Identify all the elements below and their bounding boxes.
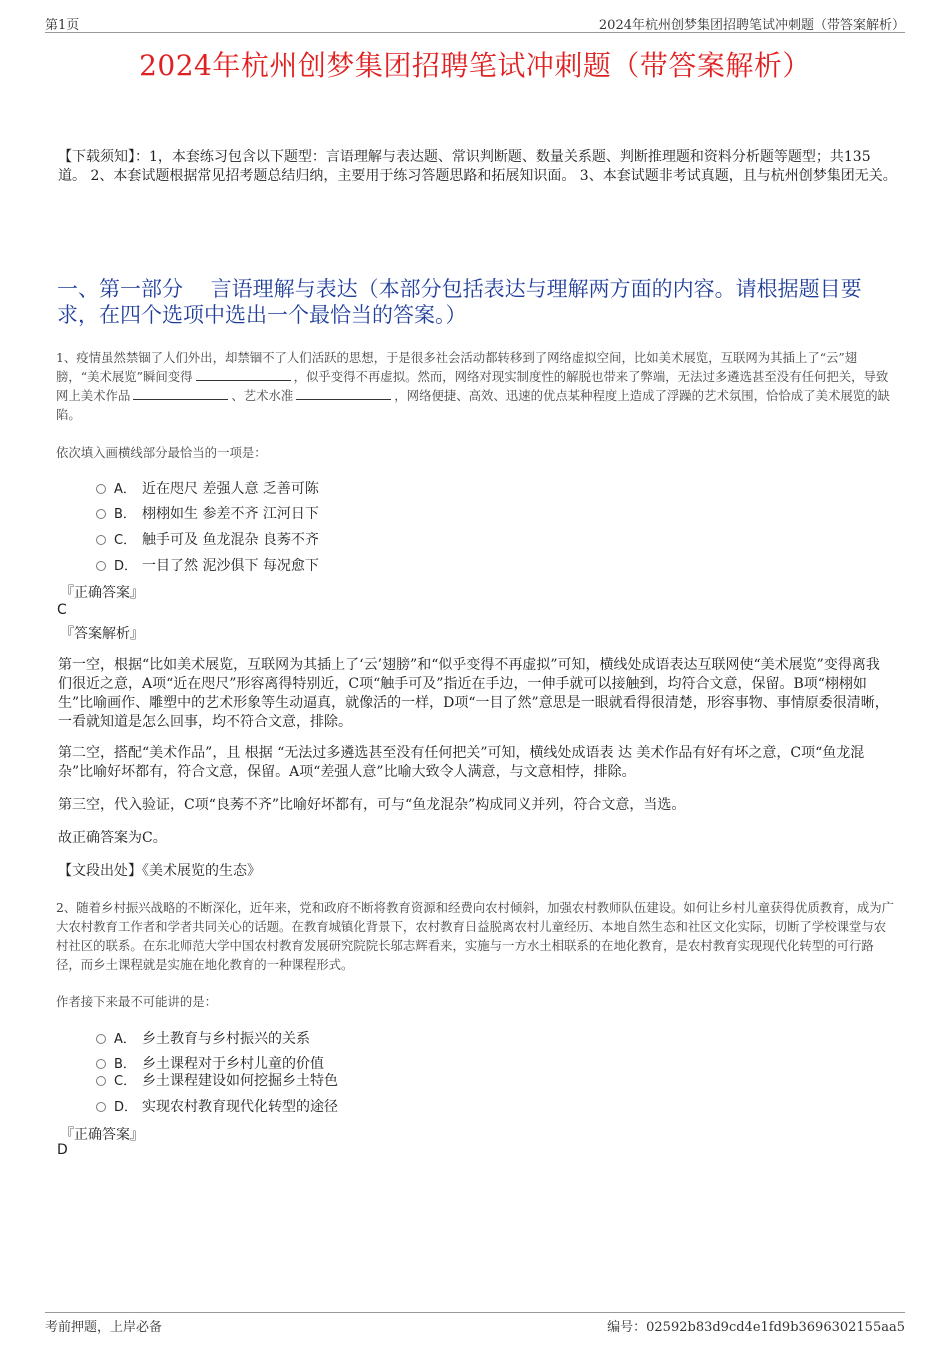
blank-line: [133, 387, 228, 400]
footer-doc-id: 编号：02592b83d9cd4e1fd9b3696302155aa5: [607, 1320, 905, 1335]
footer-slogan: 考前押题，上岸必备: [45, 1320, 163, 1335]
q2-answer: D: [57, 1142, 68, 1158]
q2-option-a[interactable]: A． 乡土教育与乡村振兴的关系: [96, 1028, 310, 1048]
radio-icon[interactable]: [96, 1076, 106, 1086]
radio-icon[interactable]: [96, 1059, 106, 1069]
q1-analysis-paragraph-2: 第二空，搭配“美术作品”，且 根据 “无法过多遴选甚至没有任何把关”可知，横线处成语表 达 美术作品有好有坏之意，C项“鱼龙混杂”比喻好坏都有，符合文意，保留。A项“差强人意”比喻大致令人满意，与文意相悖，排除。: [58, 745, 865, 780]
radio-icon[interactable]: [96, 535, 106, 545]
q1-option-d[interactable]: D． 一目了然 泥沙俱下 每况愈下: [96, 555, 319, 575]
q2-answer-label: 『正确答案』: [60, 1127, 144, 1143]
document-title: 2024年杭州创梦集团招聘笔试冲刺题（带答案解析）: [139, 49, 811, 82]
q1-analysis-paragraph-3: 第三空，代入验证，C项“良莠不齐”比喻好坏都有，可与“鱼龙混杂”构成同义并列，符合文意，当选。: [58, 797, 686, 813]
q1-analysis-label: 『答案解析』: [60, 626, 144, 642]
blank-line: [196, 368, 291, 381]
page-header: [45, 14, 905, 33]
download-notice: 【下载须知】：1，本套练习包含以下题型：言语理解与表达题、常识判断题、数量关系题、判断推理题和资料分析题等题型；共135道。 2、本套试题根据常见招考题总结归纳，主要用于练习答题思路和拓展知识面。 3、本套试题非考试真题，且与杭州创梦集团无关。: [58, 149, 897, 184]
question-1-prompt: 依次填入画横线部分最恰当的一项是：: [56, 445, 267, 460]
q1-option-b[interactable]: B． 栩栩如生 参差不齐 江河日下: [96, 503, 319, 523]
radio-icon[interactable]: [96, 561, 106, 571]
q1-analysis-paragraph-4: 故正确答案为C。: [58, 830, 167, 846]
q1-option-c[interactable]: C． 触手可及 鱼龙混杂 良莠不齐: [96, 529, 319, 549]
q1-answer-label: 『正确答案』: [60, 585, 144, 601]
q1-answer: C: [57, 602, 67, 618]
radio-icon[interactable]: [96, 1034, 106, 1044]
q2-option-d[interactable]: D． 实现农村教育现代化转型的途径: [96, 1096, 338, 1116]
radio-icon[interactable]: [96, 1102, 106, 1112]
question-1-passage: 1、疫情虽然禁锢了人们外出，却禁锢不了人们活跃的思想，于是很多社会活动都转移到了网络虚拟空间，比如美术展览，互联网为其插上了“云”翅膀，“美术展览”瞬间变得 ，似乎变得不再虚拟。然而，网络对现实制度性的解脱也带来了弊端，无法过多遴选甚至没有任何把关，导致网上美术作品 、艺术水准 ，网络便捷、高效、迅速的优点某种程度上造成了浮躁的艺术氛围，恰恰成了美术展览的缺陷。: [56, 350, 890, 422]
radio-icon[interactable]: [96, 484, 106, 494]
radio-icon[interactable]: [96, 509, 106, 519]
question-2-passage: 2、随着乡村振兴战略的不断深化，近年来，党和政府不断将教育资源和经费向农村倾斜，加强农村教师队伍建设。如何让乡村儿童获得优质教育，成为广大农村教育工作者和学者共同关心的话题。在教育城镇化背景下，农村教育日益脱离农村儿童经历、本地自然生态和社区文化实际，切断了学校课堂与农村社区的联系。在东北师范大学中国农村教育发展研究院院长邬志辉看来，实施与一方水土相联系的在地化教育，是农村教育实现现代化转型的可行路径，而乡土课程就是实施在地化教育的一种课程形式。: [56, 900, 895, 972]
q1-source: 【文段出处】《美术展览的生态》: [58, 863, 261, 879]
blank-line: [296, 387, 391, 400]
q2-option-b[interactable]: B． 乡土课程对于乡村儿童的价值: [96, 1053, 324, 1073]
q1-option-a[interactable]: A． 近在咫尺 差强人意 乏善可陈: [96, 478, 319, 498]
question-2-prompt: 作者接下来最不可能讲的是：: [56, 994, 218, 1009]
q1-analysis-paragraph-1: 第一空，根据“比如美术展览，互联网为其插上了‘云’翅膀”和“似乎变得不再虚拟”可知，横线处成语表达互联网使“美术展览”变得离我们很近之意，A项“近在咫尺”形容离得特别近，C项“触手可及”指近在手边，一伸手就可以接触到，均符合文意，保留。B项“栩栩如生”比喻画作、雕塑中的艺术形象等生动逼真，就像活的一样，D项“一目了然”意思是一眼就看得很清楚，形容事物、事情原委很清晰，一看就知道是怎么回事，均不符合文意，排除。: [58, 657, 889, 730]
q2-option-c[interactable]: C． 乡土课程建设如何挖掘乡土特色: [96, 1070, 338, 1090]
page-number: 第1页: [45, 18, 80, 33]
page-footer: [45, 1312, 905, 1333]
section-title: 一、第一部分 言语理解与表达（本部分包括表达与理解两方面的内容。请根据题目要求，在四个选项中选出一个最恰当的答案。）: [57, 277, 862, 327]
header-doc-name: 2024年杭州创梦集团招聘笔试冲刺题（带答案解析）: [598, 18, 905, 33]
